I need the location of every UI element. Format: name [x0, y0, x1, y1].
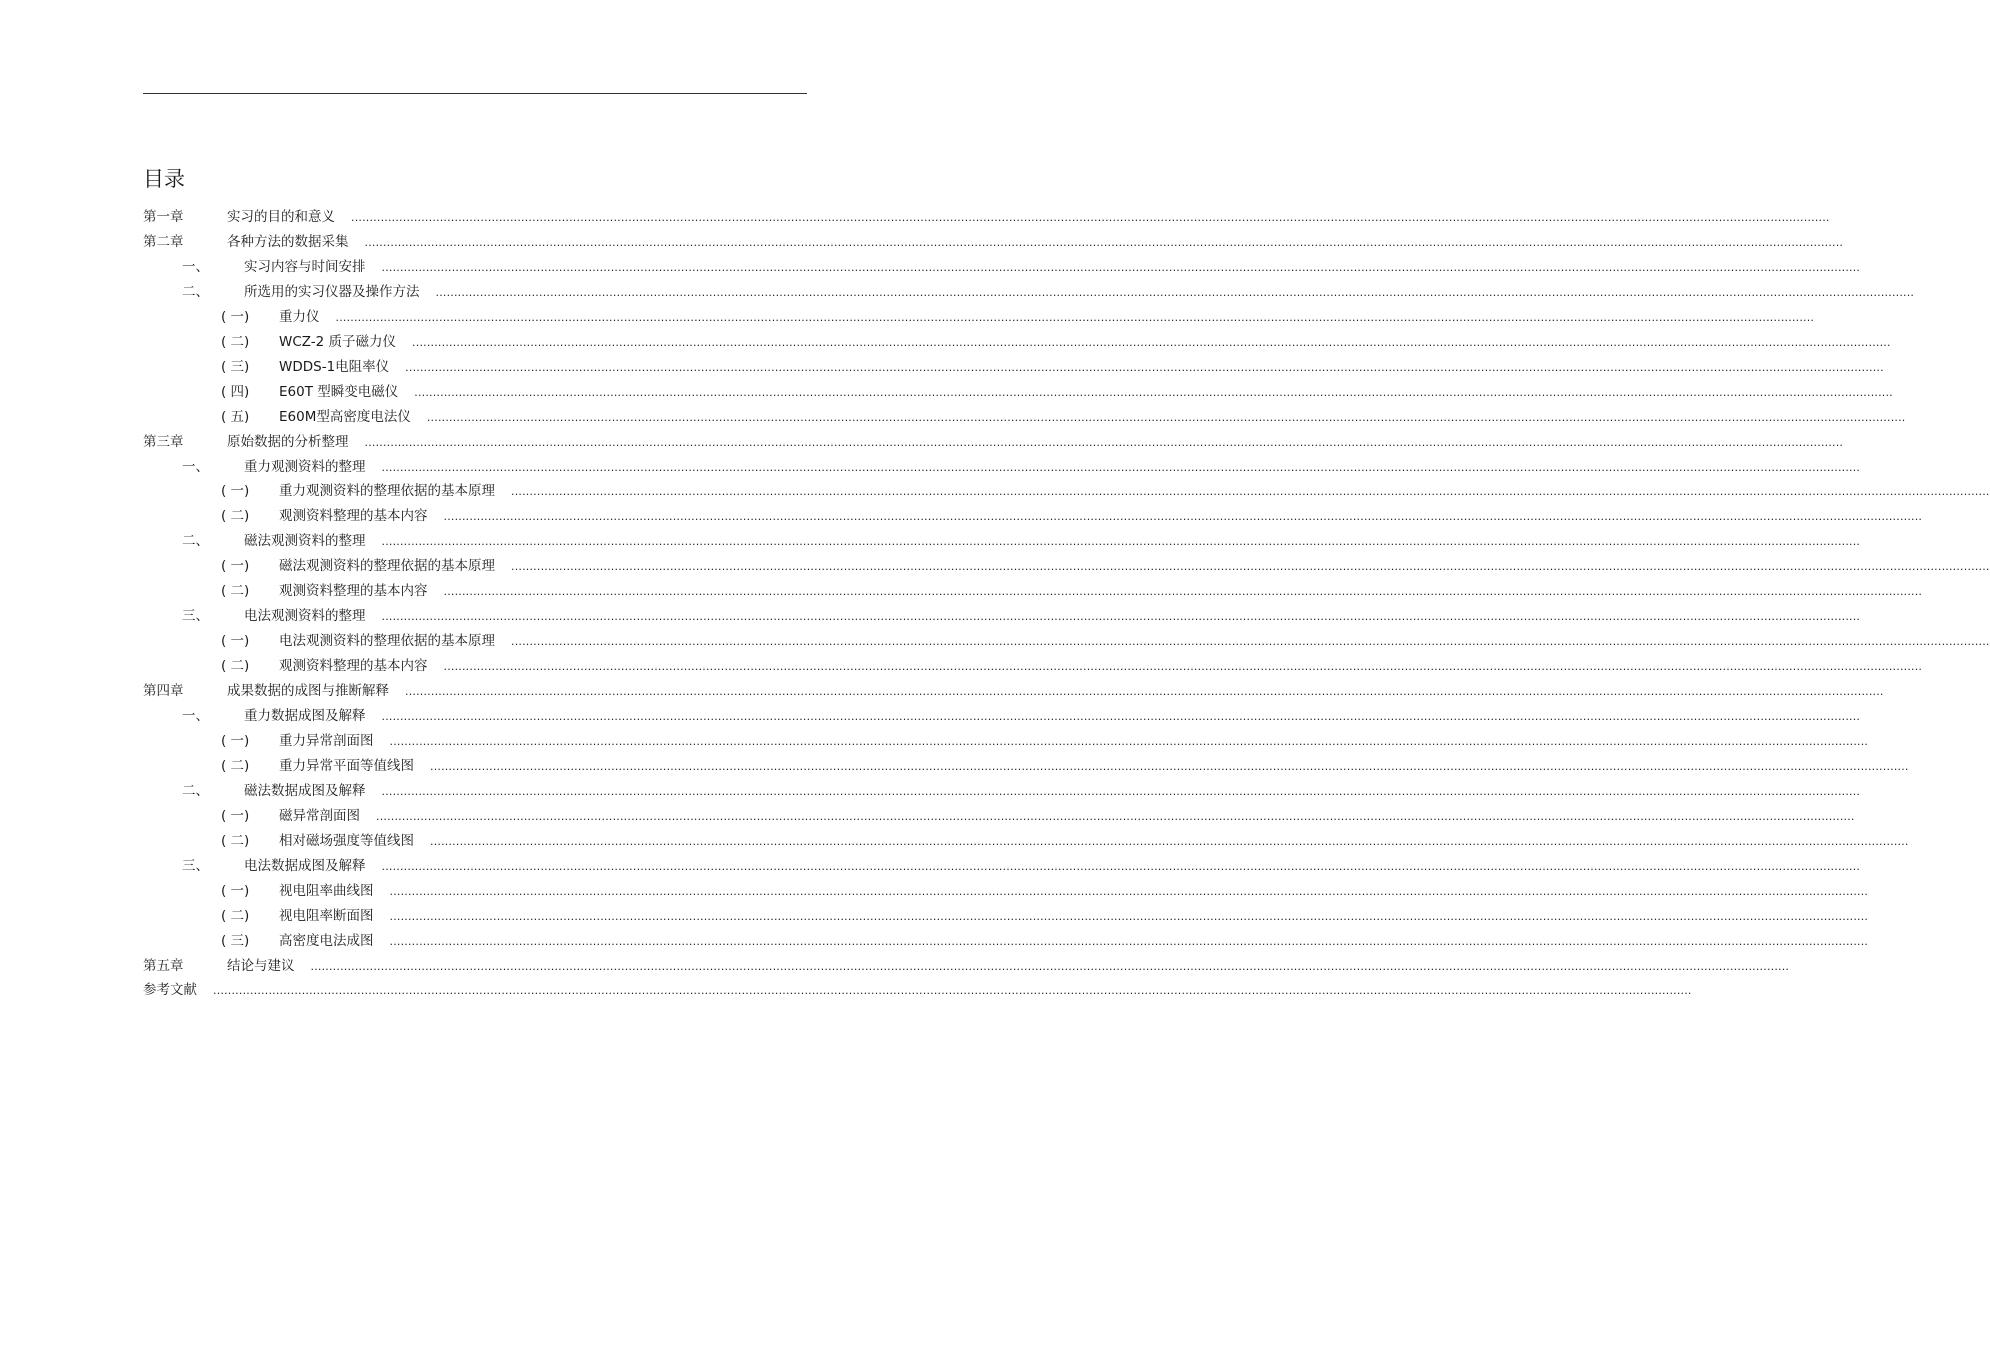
- toc-entry-title: 成果数据的成图与推断解释: [227, 683, 389, 699]
- toc-entry-number: 一、: [182, 459, 209, 475]
- toc-entry-number: 二、: [182, 284, 209, 300]
- dot-leader: ................................................................................................................................................................................................................................................................................................................................................................................................................: [381, 535, 1861, 548]
- toc-entry: [221, 631, 1990, 651]
- dot-leader: ................................................................................................................................................................................................................................................................................................................................................................................................................: [405, 361, 1884, 374]
- dot-leader: ................................................................................................................................................................................................................................................................................................................................................................................................................: [381, 610, 1861, 623]
- toc-entry-number: 一、: [182, 708, 209, 724]
- toc-entry-number: ( 一): [221, 808, 250, 824]
- dot-leader: ................................................................................................................................................................................................................................................................................................................................................................................................................: [405, 685, 1884, 698]
- dot-leader: ................................................................................................................................................................................................................................................................................................................................................................................................................: [381, 860, 1861, 873]
- toc-entry-number: 第三章: [143, 434, 184, 450]
- toc-entry: [221, 831, 1909, 851]
- toc-entry-title: 重力观测资料的整理: [244, 459, 366, 475]
- toc-entry-title: 各种方法的数据采集: [227, 234, 349, 250]
- toc-entry: [221, 332, 1891, 352]
- toc-entry-number: ( 二): [221, 334, 250, 350]
- toc-entry-title: 观测资料整理的基本内容: [279, 658, 428, 674]
- dot-leader: ................................................................................................................................................................................................................................................................................................................................................................................................................: [443, 660, 1923, 673]
- toc-entry-number: 第五章: [143, 958, 184, 974]
- dot-leader: ................................................................................................................................................................................................................................................................................................................................................................................................................: [351, 211, 1830, 224]
- toc-entry-title: 实习内容与时间安排: [244, 259, 366, 275]
- toc-entry-title: WDDS-1电阻率仪: [279, 359, 390, 375]
- toc-entry-title: 原始数据的分析整理: [227, 434, 349, 450]
- toc-entry: [221, 382, 1893, 402]
- toc-entry-number: ( 二): [221, 908, 250, 924]
- toc-entry-title: 磁法观测资料的整理依据的基本原理: [279, 558, 495, 574]
- toc-entry: [143, 681, 1884, 701]
- toc-entry-number: ( 二): [221, 658, 250, 674]
- dot-leader: ................................................................................................................................................................................................................................................................................................................................................................................................................: [310, 960, 1790, 973]
- toc-entry: [182, 531, 1861, 551]
- toc-entry-title: 观测资料整理的基本内容: [279, 583, 428, 599]
- toc-entry-title: 磁异常剖面图: [279, 808, 360, 824]
- toc-entry-number: ( 一): [221, 883, 250, 899]
- dot-leader: ................................................................................................................................................................................................................................................................................................................................................................................................................: [430, 835, 1909, 848]
- toc-entry-number: ( 三): [221, 359, 250, 375]
- dot-leader: ................................................................................................................................................................................................................................................................................................................................................................................................................: [435, 286, 1915, 299]
- dot-leader: ................................................................................................................................................................................................................................................................................................................................................................................................................: [443, 510, 1923, 523]
- toc-entry-title: E60T 型瞬变电磁仪: [279, 384, 399, 400]
- toc-entry-title: WCZ-2 质子磁力仪: [279, 334, 397, 350]
- dot-leader: ................................................................................................................................................................................................................................................................................................................................................................................................................: [430, 760, 1909, 773]
- toc-entry: [221, 756, 1909, 776]
- toc-entry: [221, 506, 1923, 526]
- toc-entry-title: 重力仪: [279, 309, 320, 325]
- dot-leader: ................................................................................................................................................................................................................................................................................................................................................................................................................: [389, 885, 1869, 898]
- dot-leader: ................................................................................................................................................................................................................................................................................................................................................................................................................: [376, 810, 1855, 823]
- toc-entry: [143, 232, 1844, 252]
- dot-leader: ................................................................................................................................................................................................................................................................................................................................................................................................................: [335, 311, 1815, 324]
- toc-entry-number: ( 二): [221, 833, 250, 849]
- toc-entry-title: 磁法数据成图及解释: [244, 783, 366, 799]
- toc-entry-number: 三、: [182, 608, 209, 624]
- toc-entry-title: E60M型高密度电法仪: [279, 409, 411, 425]
- dot-leader: ................................................................................................................................................................................................................................................................................................................................................................................................................: [414, 386, 1893, 399]
- toc-entry: [221, 357, 1884, 377]
- toc-entry-title: 电法观测资料的整理: [244, 608, 366, 624]
- toc-entry: [221, 906, 1869, 926]
- toc-entry-number: 第二章: [143, 234, 184, 250]
- toc-entry: [182, 457, 1861, 477]
- toc-entry-number: ( 一): [221, 309, 250, 325]
- toc-entry-title: 重力异常平面等值线图: [279, 758, 414, 774]
- toc-entry: [221, 307, 1815, 327]
- toc-entry-number: 三、: [182, 858, 209, 874]
- toc-entry: [221, 931, 1869, 951]
- toc-entry-title: 观测资料整理的基本内容: [279, 508, 428, 524]
- dot-leader: ................................................................................................................................................................................................................................................................................................................................................................................................................: [381, 710, 1861, 723]
- dot-leader: ................................................................................................................................................................................................................................................................................................................................................................................................................: [389, 910, 1869, 923]
- toc-entry: [221, 881, 1869, 901]
- toc-entry-title: 所选用的实习仪器及操作方法: [244, 284, 420, 300]
- dot-leader: ................................................................................................................................................................................................................................................................................................................................................................................................................: [389, 935, 1869, 948]
- toc-entry-title: 实习的目的和意义: [227, 209, 335, 225]
- toc-entry-number: ( 五): [221, 409, 250, 425]
- toc-title: 目录: [143, 167, 185, 191]
- toc-entry: [221, 556, 1990, 576]
- toc-entry: [221, 806, 1855, 826]
- toc-entry: [182, 282, 1915, 302]
- toc-entry: [143, 980, 1692, 1000]
- toc-entry: [221, 407, 1906, 427]
- toc-entry-number: 二、: [182, 533, 209, 549]
- toc-entry-number: ( 二): [221, 508, 250, 524]
- toc-entry: [143, 207, 1830, 227]
- toc-entry: [182, 856, 1861, 876]
- dot-leader: ................................................................................................................................................................................................................................................................................................................................................................................................................: [381, 785, 1861, 798]
- dot-leader: ................................................................................................................................................................................................................................................................................................................................................................................................................: [381, 461, 1861, 474]
- toc-entry-number: ( 一): [221, 483, 250, 499]
- dot-leader: ................................................................................................................................................................................................................................................................................................................................................................................................................: [511, 485, 1990, 498]
- dot-leader: ................................................................................................................................................................................................................................................................................................................................................................................................................: [364, 436, 1844, 449]
- toc-entry-title: 结论与建议: [227, 958, 295, 974]
- toc-entry-number: ( 一): [221, 633, 250, 649]
- toc-entry-title: 电法观测资料的整理依据的基本原理: [279, 633, 495, 649]
- dot-leader: ................................................................................................................................................................................................................................................................................................................................................................................................................: [213, 984, 1692, 997]
- toc-entry-title: 重力异常剖面图: [279, 733, 374, 749]
- toc-entry: [221, 581, 1923, 601]
- dot-leader: ................................................................................................................................................................................................................................................................................................................................................................................................................: [511, 635, 1990, 648]
- toc-entry-number: ( 二): [221, 758, 250, 774]
- toc-entry-title: 重力数据成图及解释: [244, 708, 366, 724]
- toc-entry-title: 磁法观测资料的整理: [244, 533, 366, 549]
- toc-entry: [182, 606, 1861, 626]
- dot-leader: ................................................................................................................................................................................................................................................................................................................................................................................................................: [364, 236, 1844, 249]
- dot-leader: ................................................................................................................................................................................................................................................................................................................................................................................................................: [443, 585, 1923, 598]
- toc-entry-number: ( 二): [221, 583, 250, 599]
- toc-entry-title: 高密度电法成图: [279, 933, 374, 949]
- dot-leader: ................................................................................................................................................................................................................................................................................................................................................................................................................: [412, 336, 1891, 349]
- toc-entry: [221, 656, 1923, 676]
- toc-entry-number: ( 一): [221, 733, 250, 749]
- toc-entry: [221, 731, 1869, 751]
- toc-entry-number: ( 四): [221, 384, 250, 400]
- toc-entry: [182, 257, 1861, 277]
- toc-entry-title: 相对磁场强度等值线图: [279, 833, 414, 849]
- dot-leader: ................................................................................................................................................................................................................................................................................................................................................................................................................: [511, 560, 1990, 573]
- toc-entry: [182, 706, 1861, 726]
- dot-leader: ................................................................................................................................................................................................................................................................................................................................................................................................................: [381, 261, 1861, 274]
- toc-entry-number: 第四章: [143, 683, 184, 699]
- dot-leader: ................................................................................................................................................................................................................................................................................................................................................................................................................: [389, 735, 1869, 748]
- toc-entry: [143, 432, 1844, 452]
- toc-entry-title: 参考文献: [143, 982, 197, 998]
- dot-leader: ................................................................................................................................................................................................................................................................................................................................................................................................................: [426, 411, 1906, 424]
- toc-entry-title: 电法数据成图及解释: [244, 858, 366, 874]
- toc-entry-title: 视电阻率曲线图: [279, 883, 374, 899]
- toc-entry: [182, 781, 1861, 801]
- toc-entry-number: 一、: [182, 259, 209, 275]
- toc-entry-number: ( 三): [221, 933, 250, 949]
- toc-entry-number: ( 一): [221, 558, 250, 574]
- toc-entry-number: 二、: [182, 783, 209, 799]
- toc-entry-title: 视电阻率断面图: [279, 908, 374, 924]
- toc-entry: [143, 956, 1790, 976]
- toc-entry-number: 第一章: [143, 209, 184, 225]
- toc-entry-title: 重力观测资料的整理依据的基本原理: [279, 483, 495, 499]
- toc-entry: [221, 481, 1990, 501]
